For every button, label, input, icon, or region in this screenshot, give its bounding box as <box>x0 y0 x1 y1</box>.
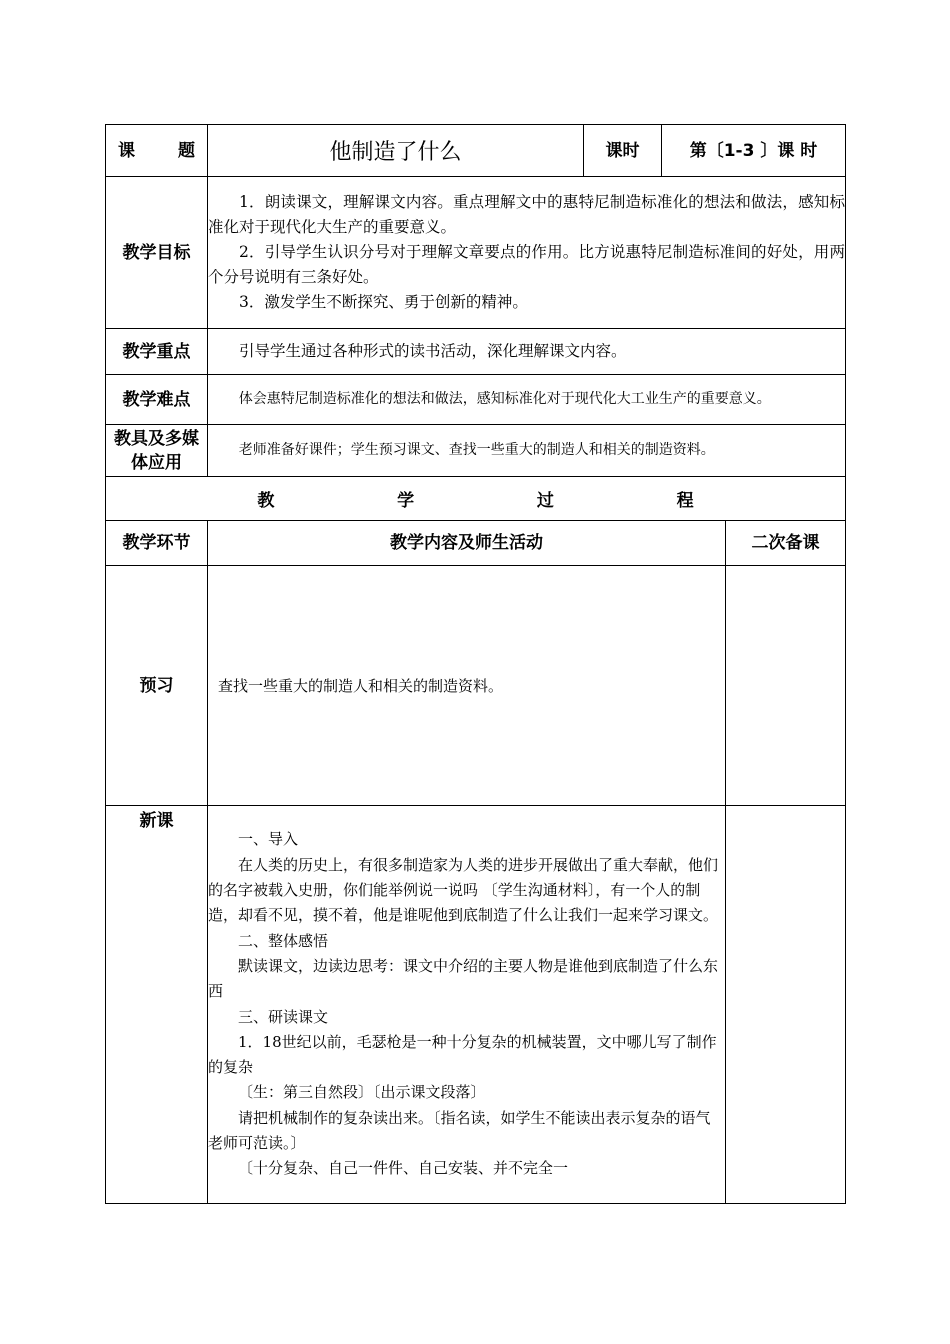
topic-label: 课 题 <box>106 125 208 177</box>
col-content: 教学内容及师生活动 <box>208 521 726 566</box>
goal-item: 2．引导学生认识分号对于理解文章要点的作用。比方说惠特尼制造标准间的好处，用两个分号说明有三条好处。 <box>208 243 845 286</box>
lesson-paragraph: 一、导入 <box>238 830 299 849</box>
process-row <box>106 477 846 521</box>
header-row <box>106 125 846 177</box>
col-stage: 教学环节 <box>106 521 208 566</box>
key-points-label: 教学重点 <box>106 329 208 375</box>
lesson-paragraph: 1．18世纪以前，毛瑟枪是一种十分复杂的机械装置，文中哪儿写了制作的复杂 <box>208 1032 717 1077</box>
lesson-title: 他制造了什么 <box>208 125 584 177</box>
goals-row <box>106 177 846 329</box>
preview-second-cell <box>726 566 846 806</box>
lesson-paragraph: 三、研读课文 <box>238 1007 329 1026</box>
media-content: 老师准备好课件；学生预习课文、查找一些重大的制造人和相关的制造资料。 <box>208 425 846 477</box>
lesson-paragraph: 在人类的历史上，有很多制造家为人类的进步开展做出了重大奉献，他们的名字被载入史册，你们能举例说一说吗 〔学生沟通材料〕，有一个人的制造，却看不见，摸不着，他是谁呢他到底制造了什么让我们一起来学习课文。 <box>208 855 719 925</box>
period-value: 第〔1-3 〕课 时 <box>662 125 846 177</box>
lesson-paragraph: 二、整体感悟 <box>238 931 329 950</box>
lesson-paragraph: 〔生：第三自然段〕〔出示课文段落〕 <box>238 1083 486 1102</box>
new-lesson-content <box>208 806 726 1204</box>
difficulties-content: 体会惠特尼制造标准化的想法和做法，感知标准化对于现代化大工业生产的重要意义。 <box>208 375 846 425</box>
lesson-plan-table <box>105 124 846 1204</box>
preview-row <box>106 566 846 806</box>
process-heading: 教 学 过 程 <box>106 477 846 521</box>
period-label: 课时 <box>584 125 662 177</box>
media-row <box>106 425 846 477</box>
key-points-row <box>106 329 846 375</box>
col-second: 二次备课 <box>726 521 846 566</box>
lesson-paragraph: 〔十分复杂、自己一件件、自己安装、并不完全一 <box>238 1159 569 1178</box>
difficulties-row <box>106 375 846 425</box>
lesson-paragraph: 默读课文，边读边思考：课文中介绍的主要人物是谁他到底制造了什么东西 <box>208 956 719 1001</box>
key-points-content: 引导学生通过各种形式的读书活动，深化理解课文内容。 <box>208 329 846 375</box>
goals-label: 教学目标 <box>106 177 208 329</box>
column-header-row <box>106 521 846 566</box>
goal-item: 3．激发学生不断探究、勇于创新的精神。 <box>239 293 528 311</box>
goal-item: 1．朗读课文，理解课文内容。重点理解文中的惠特尼制造标准化的想法和做法，感知标准化对于现代化大生产的重要意义。 <box>208 193 845 236</box>
lesson-paragraph: 请把机械制作的复杂读出来。〔指名读，如学生不能读出表示复杂的语气老师可范读。〕 <box>208 1108 711 1152</box>
preview-content: 查找一些重大的制造人和相关的制造资料。 <box>208 566 726 806</box>
new-lesson-label: 新课 <box>106 806 208 1204</box>
media-label: 教具及多媒体应用 <box>106 425 208 477</box>
goals-content <box>208 177 846 329</box>
new-lesson-second-cell <box>726 806 846 1204</box>
new-lesson-row <box>106 806 846 1204</box>
difficulties-label: 教学难点 <box>106 375 208 425</box>
preview-label: 预习 <box>106 566 208 806</box>
